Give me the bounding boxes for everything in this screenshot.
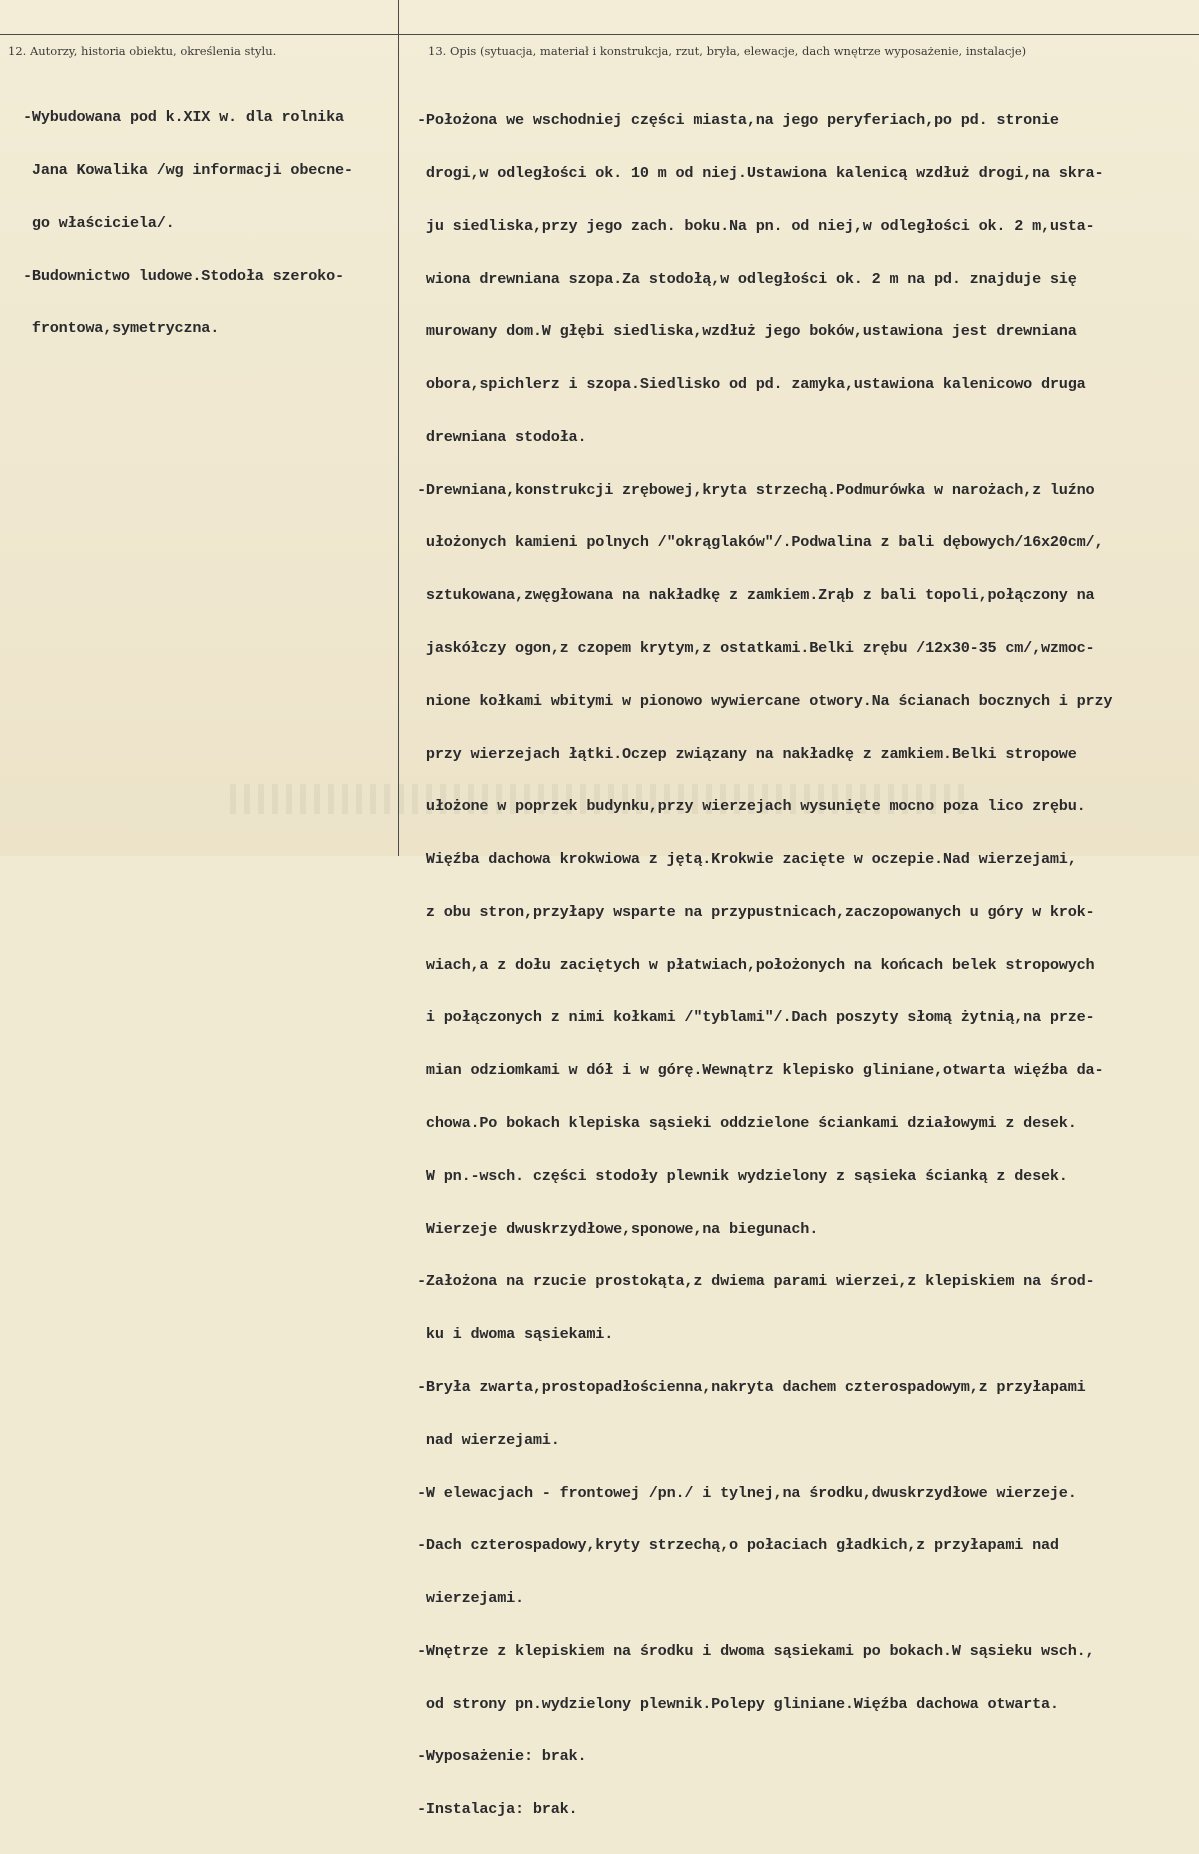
typed-line: nione kołkami wbitymi w pionowo wywiercane otwory.Na ścianach bocznych i przy	[417, 691, 1113, 710]
typed-line: -Wybudowana pod k.XIX w. dla rolnika	[23, 108, 344, 127]
typed-line: -Położona we wschodniej części miasta,na jego peryferiach,po pd. stronie	[417, 111, 1059, 130]
typed-line: wierzejami.	[417, 1589, 524, 1608]
typed-line: Więźba dachowa krokwiowa z jętą.Krokwie zacięte w oczepie.Nad wierzejami,	[417, 850, 1077, 869]
typed-line: -Drewniana,konstrukcji zrębowej,kryta strzechą.Podmurówka w narożach,z luźno	[417, 480, 1095, 499]
typed-line: -Budownictwo ludowe.Stodoła szeroko-	[23, 266, 344, 285]
typed-line: -Wyposażenie: brak.	[417, 1747, 587, 1766]
typed-line: ku i dwoma sąsiekami.	[417, 1325, 614, 1344]
typed-line: -Instalacja: brak.	[417, 1800, 578, 1819]
typed-line: Wierzeje dwuskrzydłowe,sponowe,na biegunach.	[417, 1219, 819, 1238]
typed-line: murowany dom.W głębi siedliska,wzdłuż jego boków,ustawiona jest drewniana	[417, 322, 1077, 341]
column-divider-line	[398, 0, 399, 856]
section-12-typed-text	[23, 74, 353, 373]
typed-line: przy wierzejach łątki.Oczep związany na nakładkę z zamkiem.Belki stropowe	[417, 744, 1077, 763]
typed-line: -Dach czterospadowy,kryty strzechą,o połaciach gładkich,z przyłapami nad	[417, 1536, 1059, 1555]
typed-line: -Założona na rzucie prostokąta,z dwiema parami wierzei,z klepiskiem na środ-	[417, 1272, 1095, 1291]
typed-line: ułożone w poprzek budynku,przy wierzejach wysunięte mocno poza lico zrębu.	[417, 797, 1086, 816]
typed-line: wiach,a z dołu zaciętych w płatwiach,położonych na końcach belek stropowych	[417, 955, 1095, 974]
typed-line: nad wierzejami.	[417, 1430, 560, 1449]
typed-line: -Wnętrze z klepiskiem na środku i dwoma sąsiekami po bokach.W sąsieku wsch.,	[417, 1641, 1095, 1660]
typed-line: drogi,w odległości ok. 10 m od niej.Ustawiona kalenicą wzdłuż drogi,na skra-	[417, 163, 1104, 182]
typed-line: jaskółczy ogon,z czopem krytym,z ostatkami.Belki zrębu /12x30-35 cm/,wzmoc-	[417, 639, 1095, 657]
typed-line: i połączonych z nimi kołkami /"tyblami"/.Dach poszyty słomą żytnią,na prze-	[417, 1008, 1095, 1027]
typed-line: wiona drewniana szopa.Za stodołą,w odległości ok. 2 m na pd. znajduje się	[417, 269, 1077, 288]
typed-line: Jana Kowalika /wg informacji obecne-	[23, 160, 353, 179]
section-13-header: 13. Opis (sytuacja, materiał i konstrukcja, rzut, bryła, elewacje, dach wnętrze wyposażenie, instalacje)	[428, 44, 1027, 58]
section-12-header: 12. Autorzy, historia obiektu, określenia stylu.	[8, 44, 277, 58]
typed-line: sztukowana,zwęgłowana na nakładkę z zamkiem.Zrąb z bali topoli,połączony na	[417, 586, 1095, 605]
typed-line: ułożonych kamieni polnych /"okrąglaków"/.Podwalina z bali dębowych/16x20cm/,	[417, 533, 1104, 552]
typed-line: go właściciela/.	[23, 213, 175, 232]
typed-line: ju siedliska,przy jego zach. boku.Na pn. od niej,w odległości ok. 2 m,usta-	[417, 216, 1095, 235]
typed-line: -W elewacjach - frontowej /pn./ i tylnej,na środku,dwuskrzydłowe wierzeje.	[417, 1483, 1077, 1502]
typed-line: -Bryła zwarta,prostopadłościenna,nakryta dachem czterospadowym,z przyłapami	[417, 1377, 1086, 1396]
typed-line: frontowa,symetryczna.	[23, 319, 220, 338]
typed-line: mian odziomkami w dół i w górę.Wewnątrz klepisko gliniane,otwarta więźba da-	[417, 1061, 1104, 1080]
typed-line: obora,spichlerz i szopa.Siedlisko od pd. zamyka,ustawiona kalenicowo druga	[417, 375, 1086, 394]
typed-line: od strony pn.wydzielony plewnik.Polepy gliniane.Więźba dachowa otwarta.	[417, 1694, 1059, 1713]
faint-bleedthrough-text	[230, 784, 970, 814]
header-divider-line	[0, 34, 1199, 35]
typed-line: z obu stron,przyłapy wsparte na przypustnicach,zaczopowanych u góry w krok-	[417, 902, 1095, 921]
typed-line: W pn.-wsch. części stodoły plewnik wydzielony z sąsieka ścianką z desek.	[417, 1166, 1068, 1185]
section-13-typed-text	[417, 77, 1112, 1854]
typed-line: chowa.Po bokach klepiska sąsieki oddzielone ściankami działowymi z desek.	[417, 1114, 1077, 1133]
typed-line: drewniana stodoła.	[417, 427, 587, 446]
